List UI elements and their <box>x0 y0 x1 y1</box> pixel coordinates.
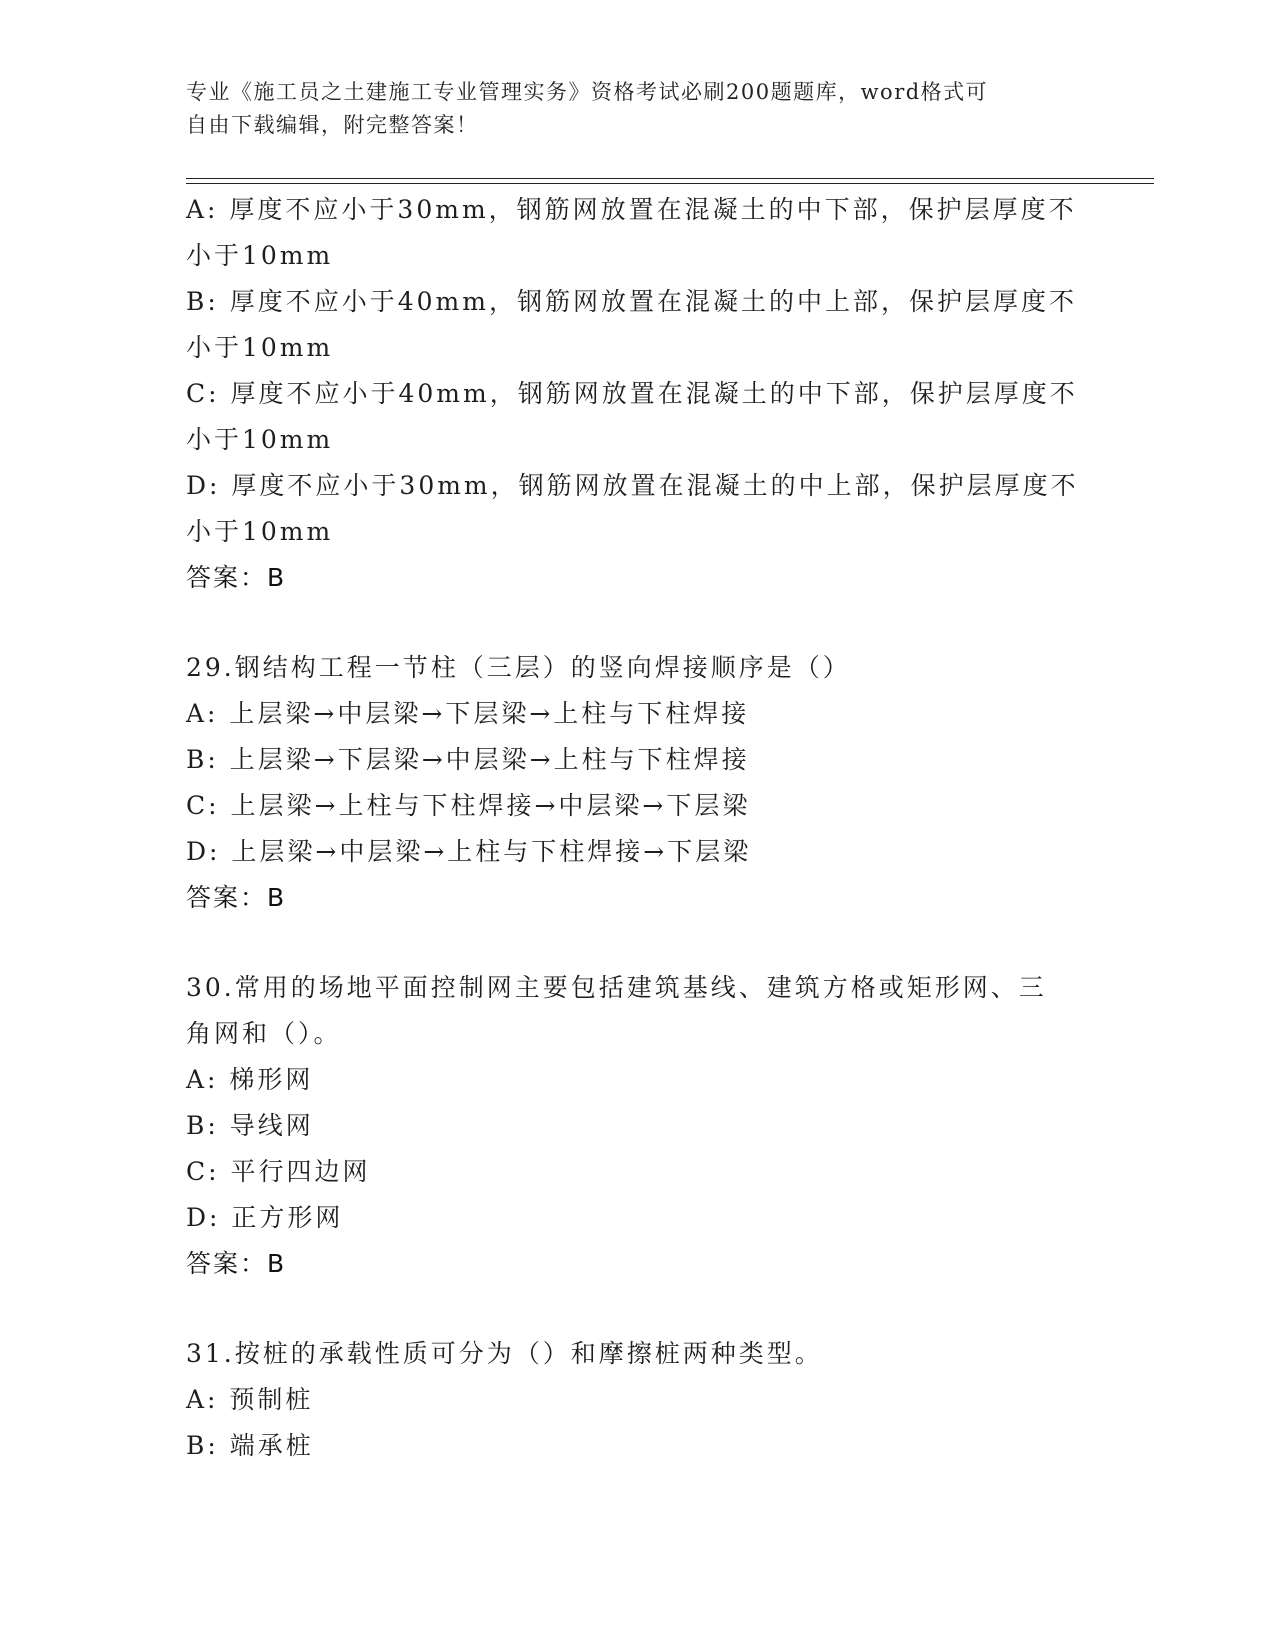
q28-option-d-line1: D: 厚度不应小于30mm，钢筋网放置在混凝土的中上部，保护层厚度不 <box>186 471 1079 500</box>
q28-option-a-line1: A: 厚度不应小于30mm，钢筋网放置在混凝土的中下部，保护层厚度不 <box>186 195 1077 224</box>
q30-option-b: B: 导线网 <box>186 1111 314 1140</box>
q31-option-a: A: 预制桩 <box>186 1385 314 1414</box>
document-header <box>186 76 1066 142</box>
q28-option-d-line2: 小于10mm <box>186 517 334 546</box>
q30-title-line1: 30.常用的场地平面控制网主要包括建筑基线、建筑方格或矩形网、三 <box>186 973 1047 1002</box>
spacer <box>186 601 1086 645</box>
q30-option-c: C: 平行四边网 <box>186 1157 371 1186</box>
q28-option-c-line1: C: 厚度不应小于40mm，钢筋网放置在混凝土的中下部，保护层厚度不 <box>186 379 1078 408</box>
header-rule-top <box>186 178 1154 179</box>
q29-option-a: A: 上层梁→中层梁→下层梁→上柱与下柱焊接 <box>186 699 750 728</box>
spacer <box>186 1287 1086 1331</box>
q30-title-line2: 角网和（）。 <box>186 1019 342 1048</box>
question-content <box>186 187 1086 1469</box>
question-31 <box>186 1331 1086 1469</box>
question-30 <box>186 965 1086 1287</box>
q31-option-b: B: 端承桩 <box>186 1431 314 1460</box>
q28-option-a-line2: 小于10mm <box>186 241 334 270</box>
q30-answer: 答案：B <box>186 1249 287 1278</box>
q28-option-b-line2: 小于10mm <box>186 333 334 362</box>
q30-option-d: D: 正方形网 <box>186 1203 344 1232</box>
q28-option-c-line2: 小于10mm <box>186 425 334 454</box>
q29-option-c: C: 上层梁→上柱与下柱焊接→中层梁→下层梁 <box>186 791 751 820</box>
question-28 <box>186 187 1086 601</box>
header-line-2: 自由下载编辑，附完整答案！ <box>186 113 479 137</box>
spacer <box>186 921 1086 965</box>
q29-option-d: D: 上层梁→中层梁→上柱与下柱焊接→下层梁 <box>186 837 752 866</box>
q31-title: 31.按桩的承载性质可分为（）和摩擦桩两种类型。 <box>186 1339 823 1368</box>
q28-option-b-line1: B: 厚度不应小于40mm，钢筋网放置在混凝土的中上部，保护层厚度不 <box>186 287 1077 316</box>
header-line-1: 专业《施工员之土建施工专业管理实务》资格考试必刷200题题库，word格式可 <box>186 80 989 104</box>
q29-option-b: B: 上层梁→下层梁→中层梁→上柱与下柱焊接 <box>186 745 750 774</box>
q30-option-a: A: 梯形网 <box>186 1065 314 1094</box>
q28-answer: 答案：B <box>186 563 287 592</box>
q29-title: 29.钢结构工程一节柱（三层）的竖向焊接顺序是（） <box>186 653 851 682</box>
question-29 <box>186 645 1086 921</box>
header-rule-bottom <box>186 183 1154 184</box>
q29-answer: 答案：B <box>186 883 287 912</box>
